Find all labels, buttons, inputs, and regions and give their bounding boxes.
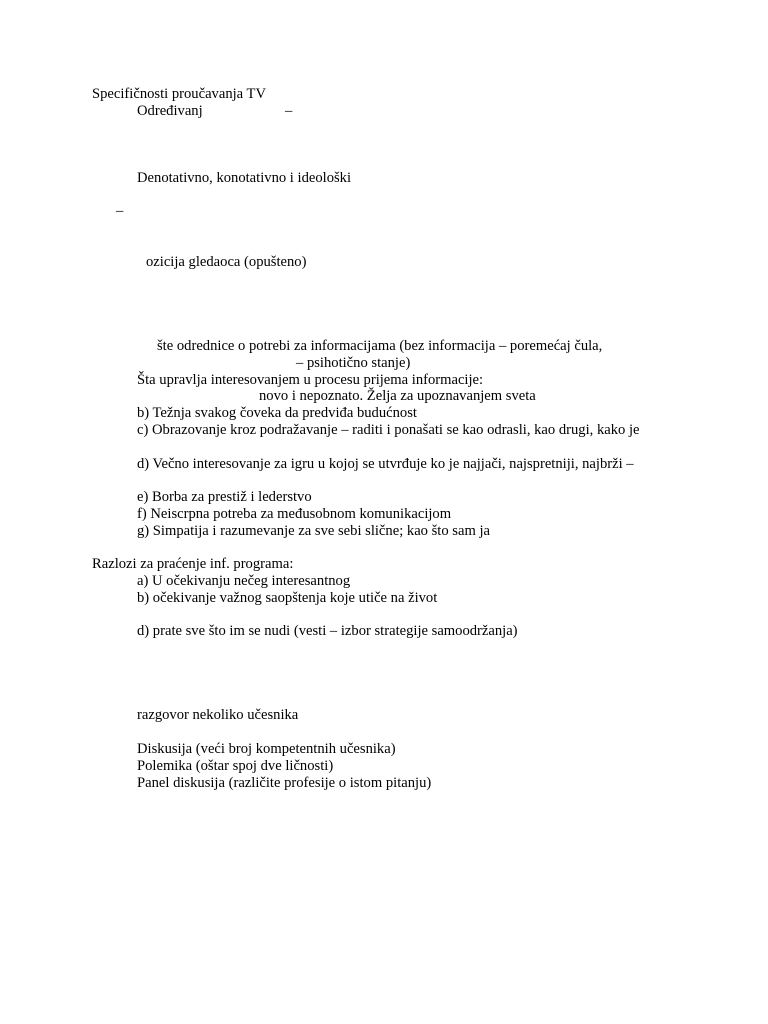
text-line: Određivanj	[137, 103, 203, 119]
text-line: Šta upravlja interesovanjem u procesu prijema informacije:	[137, 372, 484, 388]
text-line: novo i nepoznato. Želja za upoznavanjem sveta	[259, 388, 536, 404]
list-item: e) Borba za prestiž i lederstvo	[137, 489, 312, 505]
list-item: d) prate sve što im se nudi (vesti – izbor strategije samoodržanja)	[137, 623, 518, 639]
list-item: a) U očekivanju nečeg interesantnog	[137, 573, 351, 589]
list-item: b) Težnja svakog čoveka da predviđa budućnost	[137, 405, 417, 421]
list-item: d) Večno interesovanje za igru u kojoj se utvrđuje ko je najjači, najspretniji, najbrži –	[137, 456, 634, 472]
text-line: ozicija gledaoca (opušteno)	[146, 254, 307, 270]
list-item: Diskusija (veći broj kompetentnih učesnika)	[137, 741, 396, 757]
list-item: g) Simpatija i razumevanje za sve sebi slične; kao što sam ja	[137, 523, 490, 539]
text-line: razgovor nekoliko učesnika	[137, 707, 299, 723]
text-line: šte odrednice o potrebi za informacijama (bez informacija – poremećaj čula,	[157, 338, 603, 354]
section-heading: Denotativno, konotativno i ideološki	[137, 170, 352, 186]
text-line: – psihotično stanje)	[296, 355, 411, 371]
dash: –	[116, 203, 124, 219]
list-item: b) očekivanje važnog saopštenja koje utiče na život	[137, 590, 438, 606]
section-heading: Razlozi za praćenje inf. programa:	[92, 556, 294, 572]
list-item: Panel diskusija (različite profesije o istom pitanju)	[137, 775, 432, 791]
list-item: f) Neiscrpna potreba za međusobnom komunikacijom	[137, 506, 452, 522]
list-item: Polemika (oštar spoj dve ličnosti)	[137, 758, 334, 774]
document-title: Specifičnosti proučavanja TV	[92, 86, 266, 102]
dash: –	[285, 103, 293, 119]
list-item: c) Obrazovanje kroz podražavanje – raditi i ponašati se kao odrasli, kao drugi, kako je	[137, 422, 640, 438]
